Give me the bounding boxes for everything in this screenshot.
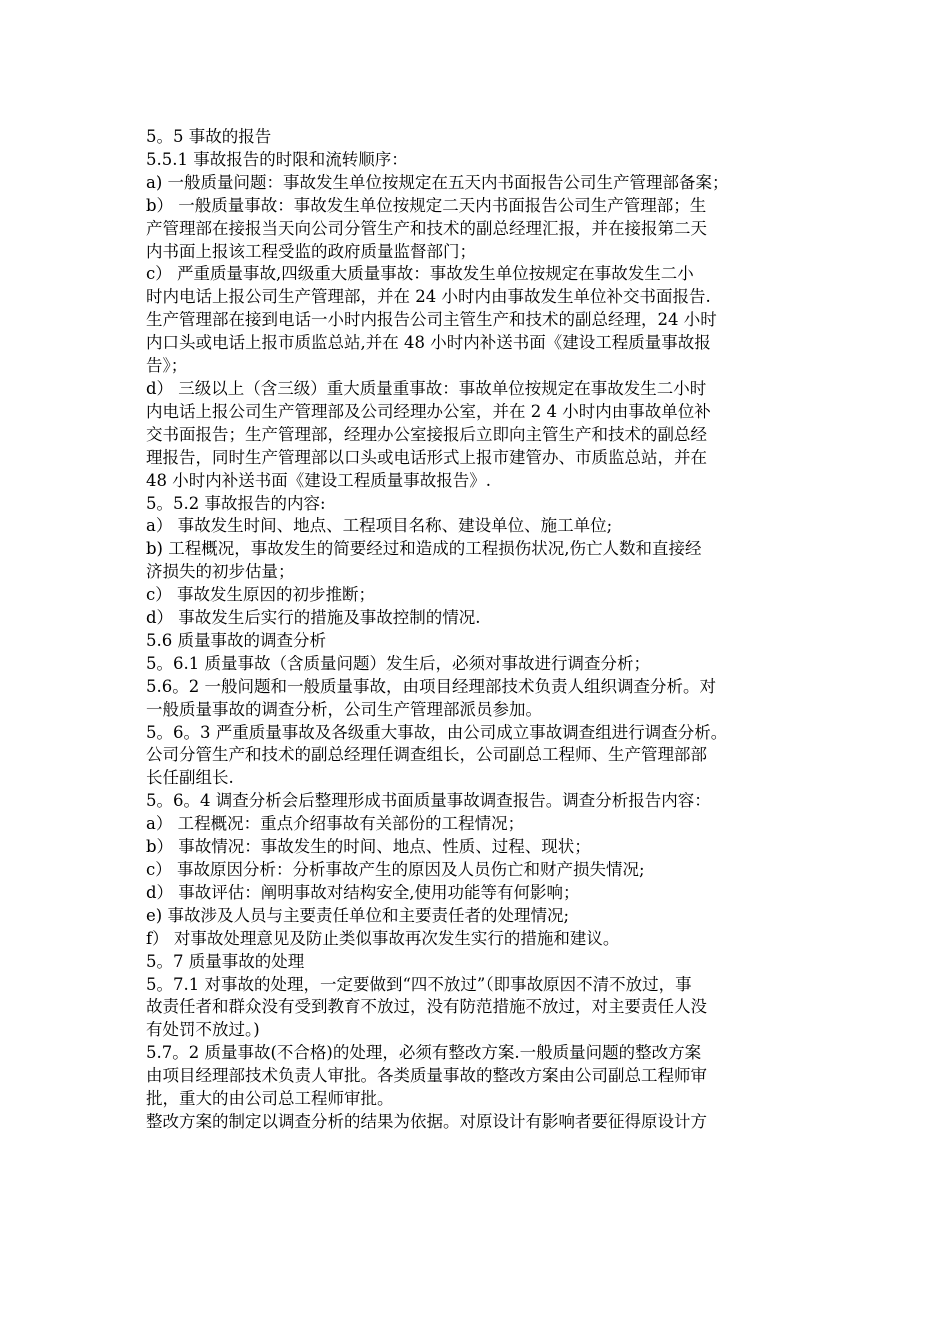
text-line: 5.7。2 质量事故(不合格)的处理，必须有整改方案.一般质量问题的整改方案 xyxy=(146,1043,702,1063)
text-line: 5。6。4 调查分析会后整理形成书面质量事故调查报告。调查分析报告内容： xyxy=(146,791,711,811)
text-line: 告》； xyxy=(146,356,188,376)
text-line: 一般质量事故的调查分析，公司生产管理部派员参加。 xyxy=(146,699,542,719)
text-line: a） 事故发生时间、地点、工程项目名称、建设单位、施工单位; xyxy=(146,516,613,536)
text-line: 5。7 质量事故的处理 xyxy=(146,951,305,971)
text-line: 时内电话上报公司生产管理部，并在 24 小时内由事故发生单位补交书面报告. xyxy=(146,287,711,307)
text-line: 故责任者和群众没有受到教育不放过，没有防范措施不放过，对主要责任人没 xyxy=(146,997,707,1017)
text-line: 有处罚不放过。) xyxy=(146,1020,260,1040)
text-line: e) 事故涉及人员与主要责任单位和主要责任者的处理情况; xyxy=(146,905,570,925)
text-line: d） 事故发生后实行的措施及事故控制的情况. xyxy=(146,608,481,628)
text-line: 内电话上报公司生产管理部及公司经理办公室，并在 2 4 小时内由事故单位补 xyxy=(146,401,711,421)
document-body xyxy=(146,126,826,1134)
text-line: 5。5 事故的报告 xyxy=(146,127,272,146)
text-line: 5.6 质量事故的调查分析 xyxy=(146,630,326,650)
text-line: b) 工程概况，事故发生的简要经过和造成的工程损伤状况,伤亡人数和直接经 xyxy=(146,539,702,559)
text-line: 5.6。2 一般问题和一般质量事故，由项目经理部技术负责人组织调查分析。对 xyxy=(146,676,716,696)
text-line: 5.5.1 事故报告的时限和流转顺序： xyxy=(146,149,408,169)
text-line: 理报告，同时生产管理部以口头或电话形式上报市建管办、市质监总站，并在 xyxy=(146,447,707,467)
text-line: b） 一般质量事故：事故发生单位按规定二天内书面报告公司生产管理部；生 xyxy=(146,195,707,215)
text-line: 生产管理部在接到电话一小时内报告公司主管生产和技术的副总经理，24 小时 xyxy=(146,310,717,330)
text-line: 内口头或电话上报市质监总站,并在 48 小时内补送书面《建设工程质量事故报 xyxy=(146,333,711,353)
text-line: 由项目经理部技术负责人审批。各类质量事故的整改方案由公司副总工程师审 xyxy=(146,1066,707,1086)
text-line: c） 严重质量事故,四级重大质量事故：事故发生单位按规定在事故发生二小 xyxy=(146,264,694,284)
text-line: 5。7.1 对事故的处理，一定要做到“四不放过”（即事故原因不清不放过，事 xyxy=(146,974,692,994)
text-line: 批，重大的由公司总工程师审批。 xyxy=(146,1089,394,1109)
text-line: 长任副组长. xyxy=(146,768,234,788)
text-line: 内书面上报该工程受监的政府质量监督部门； xyxy=(146,241,476,261)
text-line: 公司分管生产和技术的副总经理任调查组长，公司副总工程师、生产管理部部 xyxy=(146,745,707,765)
text-line: 交书面报告；生产管理部，经理办公室接报后立即向主管生产和技术的副总经 xyxy=(146,424,707,444)
text-line: c） 事故发生原因的初步推断； xyxy=(146,585,375,605)
text-line: 产管理部在接报当天向公司分管生产和技术的副总经理汇报，并在接报第二天 xyxy=(146,218,707,238)
text-line: 整改方案的制定以调查分析的结果为依据。对原设计有影响者要征得原设计方 xyxy=(146,1111,707,1131)
text-line: 5。6.1 质量事故（含质量问题）发生后，必须对事故进行调查分析； xyxy=(146,653,650,673)
text-line: c） 事故原因分析：分析事故产生的原因及人员伤亡和财产损失情况; xyxy=(146,860,645,879)
text-line: 5。6。3 严重质量事故及各级重大事故，由公司成立事故调查组进行调查分析。 xyxy=(146,722,728,742)
text-line: a) 一般质量问题：事故发生单位按规定在五天内书面报告公司生产管理部备案； xyxy=(146,172,729,192)
text-line: d） 三级以上（含三级）重大质量重事故：事故单位按规定在事故发生二小时 xyxy=(146,378,707,398)
text-line: d） 事故评估：阐明事故对结构安全,使用功能等有何影响； xyxy=(146,882,580,902)
text-line: 48 小时内补送书面《建设工程质量事故报告》. xyxy=(146,470,491,490)
text-line: 济损失的初步估量； xyxy=(146,562,295,582)
text-line: 5。5.2 事故报告的内容: xyxy=(146,493,326,513)
text-line: a） 工程概况：重点介绍事故有关部份的工程情况； xyxy=(146,814,525,834)
text-line: f） 对事故处理意见及防止类似事故再次发生实行的措施和建议。 xyxy=(146,928,620,948)
text-line: b） 事故情况：事故发生的时间、地点、性质、过程、现状； xyxy=(146,837,591,857)
